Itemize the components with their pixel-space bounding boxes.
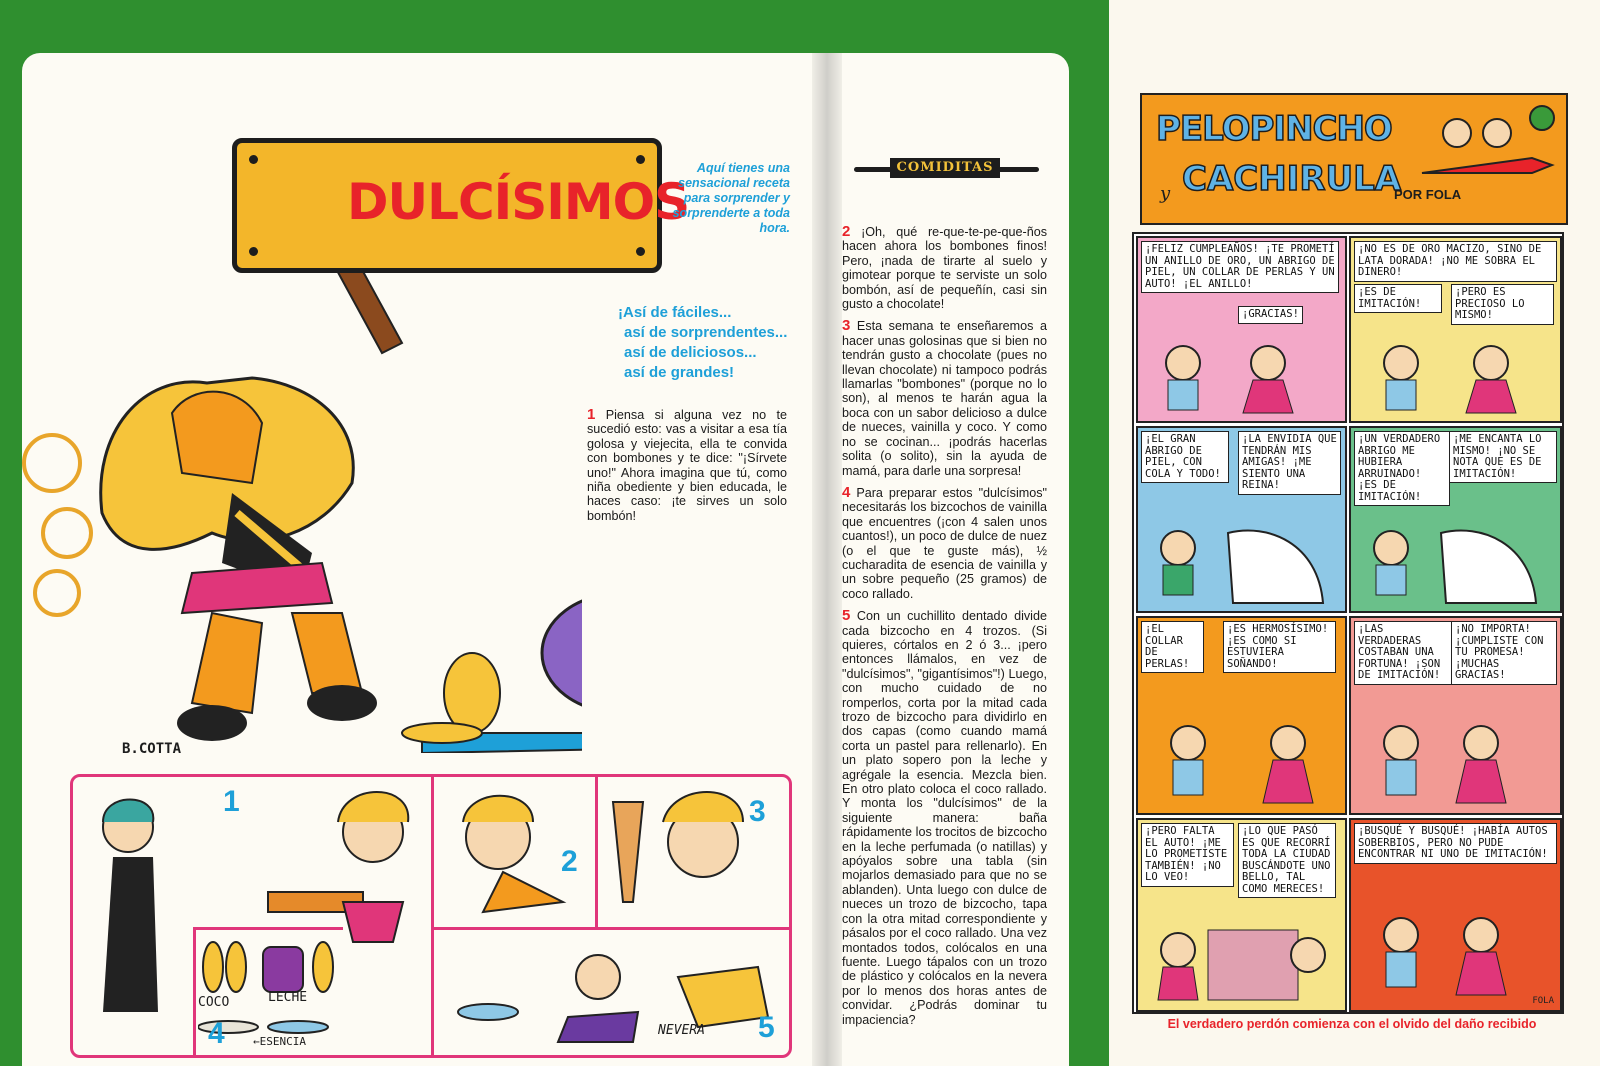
page-gutter — [812, 53, 842, 1066]
recipe-steps-frame — [70, 774, 792, 1058]
paragraph-text: Con un cuchillito dentado divide cada bizcocho en 4 trozos. (Si quieres, córtalos en 2 ó 3... ¡pero entonces llámalos, en vez de "dulcísimos", "gigantísimos"!) Luego, con mucho cuidado de no romperlos, corta por la mitad cada trozo de bizcocho para dividirlo en dos capas (como cuando mamá corta un pastel para rellenarlo). En un plato sopero pon la leche y agrégale la esencia. Mezcla bien. En otro plato coloca el coco rallado. Y monta los "dulcísimos" de la siguiente manera: baña rápidamente los trocitos de bizcocho en la leche perfumada (o natillas) y apóyalos sobre una tabla (sin mojarlos demasiado para que no se ablanden). Unta luego con dulce de nueces un trozo de bizcocho, tapa con la otra mitad correspondiente y pásalos por el coco rallado. Una vez montados todos, colócalos en una fuente. Luego tápalos con un trozo de plástico y colócalos en la nevera por lo menos dos horas antes de convidar. ¿Podrás dominar tu impaciencia? — [842, 609, 1047, 1027]
paragraph-5 — [842, 609, 1047, 1027]
paragraph-text: Piensa si alguna vez no te sucedió esto: vas a visitar a esa tía golosa y viejecita, ella te convida con bombones y te dice: "¡Sírvete uno!" Ahora imagina que tú, como niña obediente y bien educada, le haces caso: ¡te sirves un solo bombón! — [587, 408, 787, 523]
illustrator-signature: B.COTTA — [122, 741, 182, 757]
paragraph-4 — [842, 483, 1047, 601]
speech-bubble: ¡ES HERMOSÍSIMO! ¡ES COMO SI ESTUVIERA SOÑANDO! — [1223, 621, 1336, 673]
nail-icon — [249, 155, 258, 164]
step-number-2: 2 — [561, 845, 578, 878]
comic-byline: POR FOLA — [1394, 187, 1462, 202]
nail-icon — [636, 247, 645, 256]
comic-title-y: y — [1160, 183, 1171, 204]
intro-text: Aquí tienes una sensacional receta para sorprender y sorprenderte a toda hora. — [672, 161, 790, 235]
step-number-5: 5 — [758, 1011, 775, 1044]
paragraph-number: 4 — [842, 483, 851, 501]
comic-panel-1 — [1136, 236, 1347, 423]
speech-bubble: ¡FELIZ CUMPLEAÑOS! ¡TE PROMETÍ UN ANILLO DE ORO, UN ABRIGO DE PIEL, UN COLLAR DE PERLAS Y UN AUTO! ¡EL ANILLO! — [1141, 241, 1339, 293]
step-number-1: 1 — [223, 785, 240, 818]
recipe-column — [842, 225, 1047, 1035]
characters-drawing — [1361, 905, 1551, 1000]
paragraph-number: 2 — [842, 223, 851, 240]
nail-icon — [636, 155, 645, 164]
coco-label: COCO — [198, 995, 230, 1010]
paragraph-text: ¡Oh, qué re-que-te-pe-que-ños hacen ahora los bombones finos! Pero, ¡nada de tirarte al suelo y gimotear porque te serviste un solo bombón, así de pequeñín, casi sin gusto a chocolate! — [842, 225, 1047, 312]
characters-drawing — [1361, 338, 1551, 418]
magazine-left-spread — [22, 53, 1069, 1066]
paragraph-text: Esta semana te enseñaremos a hacer unas golosinas que si bien no tendrán gusto a chocolate (pues no llevan chocolate) ni tampoco podrás llamarlas "bombones" (porque no lo son), al menos te harán agua la boca con un sabor delicioso a dulce de nueces, vainilla y coco. Y como no se cocinan... ¡podrás hacerlas solita (o solito), sin la ayuda de mamá, para darle una sorpresa! — [842, 319, 1047, 478]
slogan-line: así de sorprendentes... — [624, 324, 788, 341]
section-header — [854, 158, 1039, 180]
speech-bubble: ¡GRACIAS! — [1238, 306, 1303, 324]
characters-drawing — [1361, 718, 1551, 808]
paragraph-2 — [842, 225, 1047, 311]
comic-panel-2 — [1349, 236, 1562, 423]
step4-ingredients — [198, 932, 428, 1052]
paragraph-1 — [587, 408, 787, 523]
characters-drawing — [1148, 718, 1338, 808]
comic-title-banner — [1140, 93, 1568, 225]
characters-drawing — [1148, 338, 1338, 418]
comic-panel-4 — [1349, 426, 1562, 613]
speech-bubble: ¡PERO FALTA EL AUTO! ¡ME LO PROMETISTE TAMBIÉN! ¡NO LO VEO! — [1141, 823, 1234, 887]
characters-drawing — [1148, 523, 1338, 608]
speech-bubble: ¡UN VERDADERO ABRIGO ME HUBIERA ARRUINADO! ¡ES DE IMITACIÓN! — [1354, 431, 1450, 506]
speech-bubble: ¡EL COLLAR DE PERLAS! — [1141, 621, 1204, 673]
step5-illustration — [448, 937, 783, 1047]
paragraph-number: 1 — [587, 406, 596, 423]
slogan-line: así de grandes! — [624, 364, 735, 381]
article-title: DULCÍSIMOS — [347, 173, 690, 231]
comic-panel-3 — [1136, 426, 1347, 613]
speech-bubble: ¡LO QUE PASÓ ES QUE RECORRÍ TODA LA CIUDAD BUSCÁNDOTE UNO BELLO, TAL COMO MERECES! — [1238, 823, 1336, 898]
speech-bubble: ¡EL GRAN ABRIGO DE PIEL, CON COLA Y TODO! — [1141, 431, 1229, 483]
paragraph-number: 5 — [842, 607, 851, 625]
frame-divider — [431, 777, 434, 1055]
speech-bubble: ¡LAS VERDADERAS COSTABAN UNA FORTUNA! ¡SON DE IMITACIÓN! — [1354, 621, 1452, 685]
frame-divider — [595, 777, 598, 927]
frame-divider — [431, 927, 789, 930]
slogan-line: así de deliciosos... — [624, 344, 757, 361]
characters-drawing — [1361, 523, 1551, 608]
comic-moral: El verdadero perdón comienza con el olvido del daño recibido — [1167, 1017, 1537, 1031]
speech-bubble: ¡LA ENVIDIA QUE TENDRÁN MIS AMIGAS! ¡ME SIENTO UNA REINA! — [1238, 431, 1341, 495]
slogan-line: ¡Así de fáciles... — [618, 304, 732, 321]
title-sign — [232, 138, 690, 273]
speech-bubble: ¡ME ENCANTA LO MISMO! ¡NO SE NOTA QUE ES DE IMITACIÓN! — [1449, 431, 1557, 483]
slogan — [618, 303, 818, 383]
leche-label: LECHE — [268, 990, 308, 1005]
nail-icon — [249, 247, 258, 256]
esencia-label: ←ESENCIA — [253, 1035, 306, 1048]
paragraph-3 — [842, 319, 1047, 477]
step-number-4: 4 — [208, 1017, 225, 1050]
comic-panel-7 — [1136, 818, 1347, 1012]
speech-bubble: ¡PERO ES PRECIOSO LO MISMO! — [1451, 284, 1554, 325]
section-label: COMIDITAS — [890, 158, 1000, 178]
green-background-strip — [1069, 0, 1109, 1066]
characters-drawing — [1148, 920, 1338, 1005]
rocket-characters-icon — [1412, 103, 1562, 193]
speech-bubble: ¡BUSQUÉ Y BUSQUÉ! ¡HABÍA AUTOS SOBERBIOS, PERO NO PUDE ENCONTRAR NI UNO DE IMITACIÓN! — [1354, 823, 1557, 864]
speech-bubble: ¡NO ES DE ORO MACIZO, SINO DE LATA DORADA! ¡NO ME SOBRA EL DINERO! — [1354, 241, 1557, 282]
comic-title-line1: PELOPINCHO — [1156, 109, 1392, 149]
paragraph-text: Para preparar estos "dulcísimos" necesitarás los bizcochos de vainilla que encuentres (¡con 4 salen unos cuantos!), un poco de dulce de nuez (o el que te guste más), ½ cucharadita de esencia de vainilla y un sobre pequeño (25 gramos) de coco rallado. — [842, 485, 1047, 601]
speech-bubble: ¡ES DE IMITACIÓN! — [1354, 284, 1442, 313]
comic-panel-5 — [1136, 616, 1347, 815]
nevera-label: NEVERA — [658, 1023, 705, 1038]
speech-bubble: ¡NO IMPORTA! ¡CUMPLISTE CON TU PROMESA! ¡MUCHAS GRACIAS! — [1451, 621, 1557, 685]
comic-title-line2: CACHIRULA — [1182, 159, 1402, 199]
paragraph-number: 3 — [842, 317, 851, 335]
step-number-3: 3 — [749, 795, 766, 828]
comic-panel-8 — [1349, 818, 1562, 1012]
comic-panel-6 — [1349, 616, 1562, 815]
comic-signature: FOLA — [1532, 996, 1554, 1006]
comic-strip — [1132, 232, 1564, 1014]
